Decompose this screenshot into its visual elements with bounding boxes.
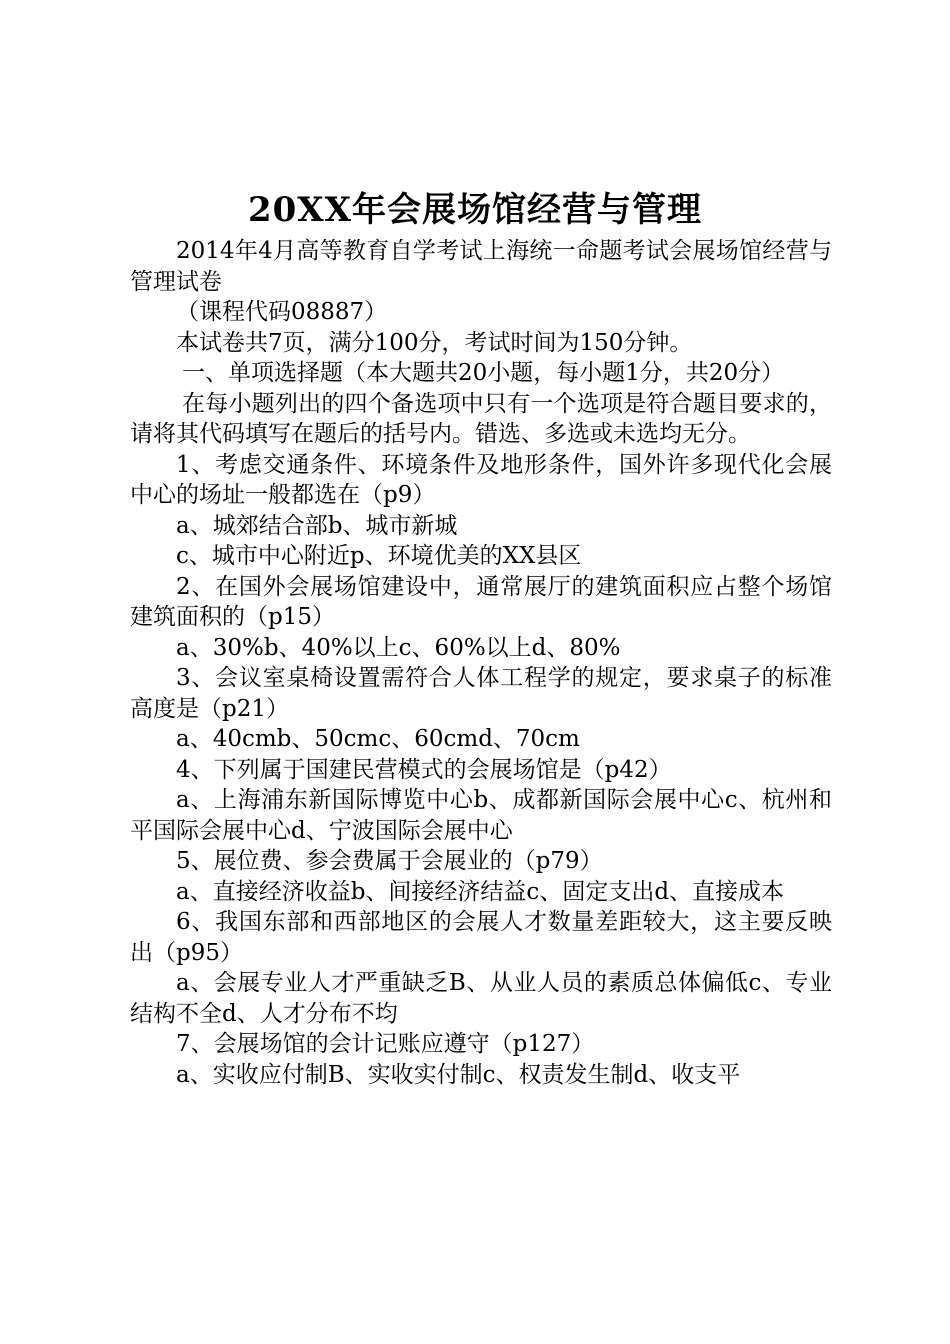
paragraph-exam-info: 本试卷共7页，满分100分，考试时间为150分钟。 xyxy=(176,329,693,356)
question-6-options: a、会展专业人才严重缺乏B、从业人员的素质总体偏低c、专业结构不全d、人才分布不均 xyxy=(130,970,832,1027)
document-body xyxy=(130,236,832,1090)
question-1: 1、考虑交通条件、环境条件及地形条件，国外许多现代化会展中心的场址一般都选在（p9） xyxy=(130,451,832,508)
question-2-options: a、30%b、40%以上c、60%以上d、80% xyxy=(176,634,621,661)
question-3: 3、会议室桌椅设置需符合人体工程学的规定，要求桌子的标准高度是（p21） xyxy=(130,665,832,722)
question-2: 2、在国外会展场馆建设中，通常展厅的建筑面积应占整个场馆建筑面积的（p15） xyxy=(130,573,832,630)
paragraph-instructions: 在每小题列出的四个备选项中只有一个选项是符合题目要求的，请将其代码填写在题后的括号内。错选、多选或未选均无分。 xyxy=(130,390,832,447)
question-1-options-a: a、城郊结合部b、城市新城 xyxy=(176,512,458,539)
question-6: 6、我国东部和西部地区的会展人才数量差距较大，这主要反映出（p95） xyxy=(130,909,832,966)
document-title: 20XX年会展场馆经营与管理 xyxy=(247,190,703,230)
paragraph-exam-name: 2014年4月高等教育自学考试上海统一命题考试会展场馆经营与管理试卷 xyxy=(130,238,832,295)
question-7-options: a、实收应付制B、实收实付制c、权责发生制d、收支平 xyxy=(176,1061,741,1088)
paragraph-course-code: （课程代码08887） xyxy=(176,299,388,325)
question-1-options-b: c、城市中心附近p、环境优美的XX县区 xyxy=(176,543,582,569)
question-3-options: a、40cmb、50cmc、60cmd、70cm xyxy=(176,726,580,752)
question-7: 7、会展场馆的会计记账应遵守（p127） xyxy=(176,1031,595,1057)
question-5-options: a、直接经济收益b、间接经济结益c、固定支出d、直接成本 xyxy=(176,878,785,905)
question-4-options: a、上海浦东新国际博览中心b、成都新国际会展中心c、杭州和平国际会展中心d、宁波国际会展中心 xyxy=(130,787,832,844)
paragraph-section-heading: 一、单项选择题（本大题共20小题，每小题1分，共20分） xyxy=(182,360,785,386)
question-5: 5、展位费、参会费属于会展业的（p79） xyxy=(176,848,603,874)
question-4: 4、下列属于国建民营模式的会展场馆是（p42） xyxy=(176,756,672,783)
